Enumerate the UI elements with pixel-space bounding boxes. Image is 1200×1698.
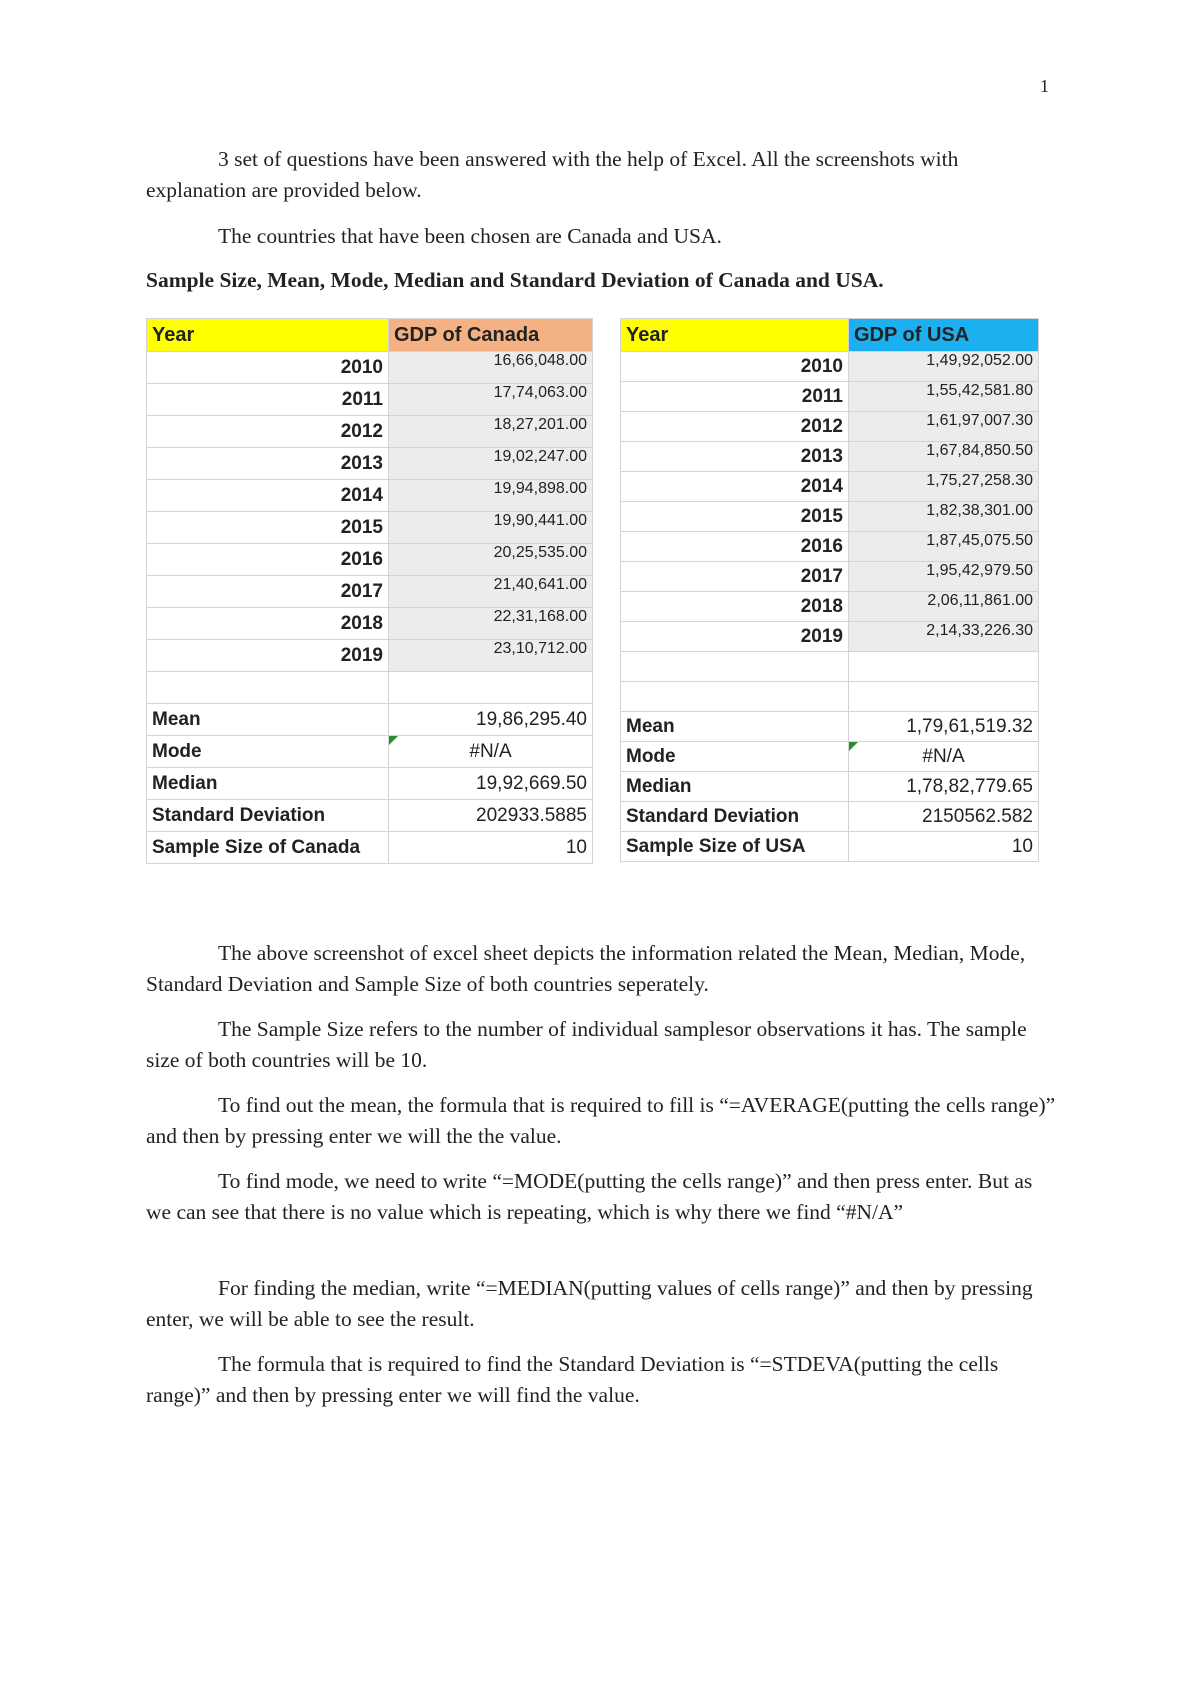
stat-row-mean xyxy=(147,704,593,736)
year-cell: 2013 xyxy=(147,448,389,480)
blank-row xyxy=(147,672,593,704)
stat-label: Standard Deviation xyxy=(147,800,389,832)
stat-value xyxy=(849,742,1039,772)
year-cell: 2011 xyxy=(147,384,389,416)
gdp-cell: 19,90,441.00 xyxy=(389,512,593,544)
year-cell: 2010 xyxy=(147,352,389,384)
body-paragraph-6: The formula that is required to find the Standard Deviation is “=STDEVA(putting the cells range)” and then by pressing enter we will find the value. xyxy=(146,1352,999,1407)
gdp-cell: 18,27,201.00 xyxy=(389,416,593,448)
gdp-cell: 23,10,712.00 xyxy=(389,640,593,672)
table-row xyxy=(621,382,1039,412)
body-paragraph-5: For finding the median, write “=MEDIAN(putting values of cells range)” and then by pressing enter, we will be able to see the result. xyxy=(146,1276,1033,1331)
gdp-cell: 22,31,168.00 xyxy=(389,608,593,640)
stat-row-mode xyxy=(621,742,1039,772)
gdp-cell: 17,74,063.00 xyxy=(389,384,593,416)
gdp-usa-header: GDP of USA xyxy=(849,319,1039,352)
table-row xyxy=(621,592,1039,622)
stat-value: 19,92,669.50 xyxy=(389,768,593,800)
canada-gdp-table xyxy=(146,318,593,864)
table-row xyxy=(147,448,593,480)
year-cell: 2010 xyxy=(621,352,849,382)
gdp-cell: 1,95,42,979.50 xyxy=(849,562,1039,592)
table-row xyxy=(621,442,1039,472)
year-cell: 2013 xyxy=(621,442,849,472)
table-row xyxy=(621,352,1039,382)
year-cell: 2015 xyxy=(147,512,389,544)
stat-value: 1,78,82,779.65 xyxy=(849,772,1039,802)
intro-paragraph-1: 3 set of questions have been answered with the help of Excel. All the screenshots with explanation are provided below. xyxy=(146,147,959,202)
year-cell: 2014 xyxy=(147,480,389,512)
year-cell: 2017 xyxy=(621,562,849,592)
table-row xyxy=(147,352,593,384)
body-paragraph-4: To find mode, we need to write “=MODE(putting the cells range)” and then press enter. But as we can see that there is no value which is repeating, which is why there we find “#N/A” xyxy=(146,1169,1033,1224)
gdp-cell: 20,25,535.00 xyxy=(389,544,593,576)
gdp-cell: 1,49,92,052.00 xyxy=(849,352,1039,382)
stat-label: Mean xyxy=(621,712,849,742)
stat-value: 2150562.582 xyxy=(849,802,1039,832)
year-cell: 2015 xyxy=(621,502,849,532)
table-row xyxy=(621,502,1039,532)
stat-value: 10 xyxy=(389,832,593,864)
mode-value: #N/A xyxy=(922,745,965,767)
gdp-cell: 21,40,641.00 xyxy=(389,576,593,608)
blank-row xyxy=(621,682,1039,712)
gdp-cell: 19,02,247.00 xyxy=(389,448,593,480)
stat-value: 10 xyxy=(849,832,1039,862)
error-flag-icon xyxy=(849,742,858,751)
year-cell: 2018 xyxy=(147,608,389,640)
mode-value: #N/A xyxy=(469,740,512,762)
stat-label: Median xyxy=(147,768,389,800)
stat-row-median xyxy=(621,772,1039,802)
gdp-cell: 1,67,84,850.50 xyxy=(849,442,1039,472)
table-row xyxy=(621,532,1039,562)
stat-label: Sample Size of USA xyxy=(621,832,849,862)
body-paragraph-1: The above screenshot of excel sheet depicts the information related the Mean, Median, Mode, Standard Deviation and Sample Size of both countries seperately. xyxy=(146,941,1026,996)
year-cell: 2019 xyxy=(147,640,389,672)
table-row xyxy=(147,640,593,672)
gdp-cell: 16,66,048.00 xyxy=(389,352,593,384)
table-row xyxy=(147,608,593,640)
section-heading: Sample Size, Mean, Mode, Median and Standard Deviation of Canada and USA. xyxy=(146,268,884,292)
year-header: Year xyxy=(147,319,389,352)
table-row xyxy=(621,562,1039,592)
stat-row-sample-size xyxy=(147,832,593,864)
table-row xyxy=(621,472,1039,502)
blank-row xyxy=(621,652,1039,682)
stat-row-median xyxy=(147,768,593,800)
stat-label: Mean xyxy=(147,704,389,736)
stat-row-sample-size xyxy=(621,832,1039,862)
stat-row-std-dev xyxy=(621,802,1039,832)
gdp-cell: 1,55,42,581.80 xyxy=(849,382,1039,412)
year-cell: 2012 xyxy=(147,416,389,448)
error-flag-icon xyxy=(389,736,398,745)
stat-label: Mode xyxy=(621,742,849,772)
gdp-cell: 1,61,97,007.30 xyxy=(849,412,1039,442)
stat-row-mode xyxy=(147,736,593,768)
gdp-cell: 19,94,898.00 xyxy=(389,480,593,512)
year-cell: 2016 xyxy=(147,544,389,576)
year-cell: 2016 xyxy=(621,532,849,562)
stat-value: 19,86,295.40 xyxy=(389,704,593,736)
year-cell: 2018 xyxy=(621,592,849,622)
usa-gdp-table xyxy=(620,318,1039,862)
gdp-cell: 1,82,38,301.00 xyxy=(849,502,1039,532)
stat-row-mean xyxy=(621,712,1039,742)
gdp-cell: 2,14,33,226.30 xyxy=(849,622,1039,652)
table-row xyxy=(147,544,593,576)
gdp-cell: 2,06,11,861.00 xyxy=(849,592,1039,622)
gdp-canada-header: GDP of Canada xyxy=(389,319,593,352)
stat-label: Median xyxy=(621,772,849,802)
page-number: 1 xyxy=(1040,76,1049,96)
year-cell: 2011 xyxy=(621,382,849,412)
intro-paragraph-2: The countries that have been chosen are Canada and USA. xyxy=(218,224,722,248)
stat-value xyxy=(389,736,593,768)
year-cell: 2012 xyxy=(621,412,849,442)
table-row xyxy=(147,416,593,448)
stat-value: 202933.5885 xyxy=(389,800,593,832)
table-row xyxy=(147,576,593,608)
gdp-cell: 1,87,45,075.50 xyxy=(849,532,1039,562)
table-row xyxy=(621,412,1039,442)
stat-row-std-dev xyxy=(147,800,593,832)
stat-label: Mode xyxy=(147,736,389,768)
body-paragraph-2: The Sample Size refers to the number of individual samplesor observations it has. The sample size of both countries will be 10. xyxy=(146,1017,1027,1072)
table-row xyxy=(147,384,593,416)
table-row xyxy=(621,622,1039,652)
gdp-cell: 1,75,27,258.30 xyxy=(849,472,1039,502)
year-header: Year xyxy=(621,319,849,352)
table-row xyxy=(147,480,593,512)
body-paragraph-3: To find out the mean, the formula that is required to fill is “=AVERAGE(putting the cells range)” and then by pressing enter we will the the value. xyxy=(146,1093,1056,1148)
stat-label: Standard Deviation xyxy=(621,802,849,832)
year-cell: 2019 xyxy=(621,622,849,652)
stat-label: Sample Size of Canada xyxy=(147,832,389,864)
year-cell: 2017 xyxy=(147,576,389,608)
year-cell: 2014 xyxy=(621,472,849,502)
table-row xyxy=(147,512,593,544)
stat-value: 1,79,61,519.32 xyxy=(849,712,1039,742)
